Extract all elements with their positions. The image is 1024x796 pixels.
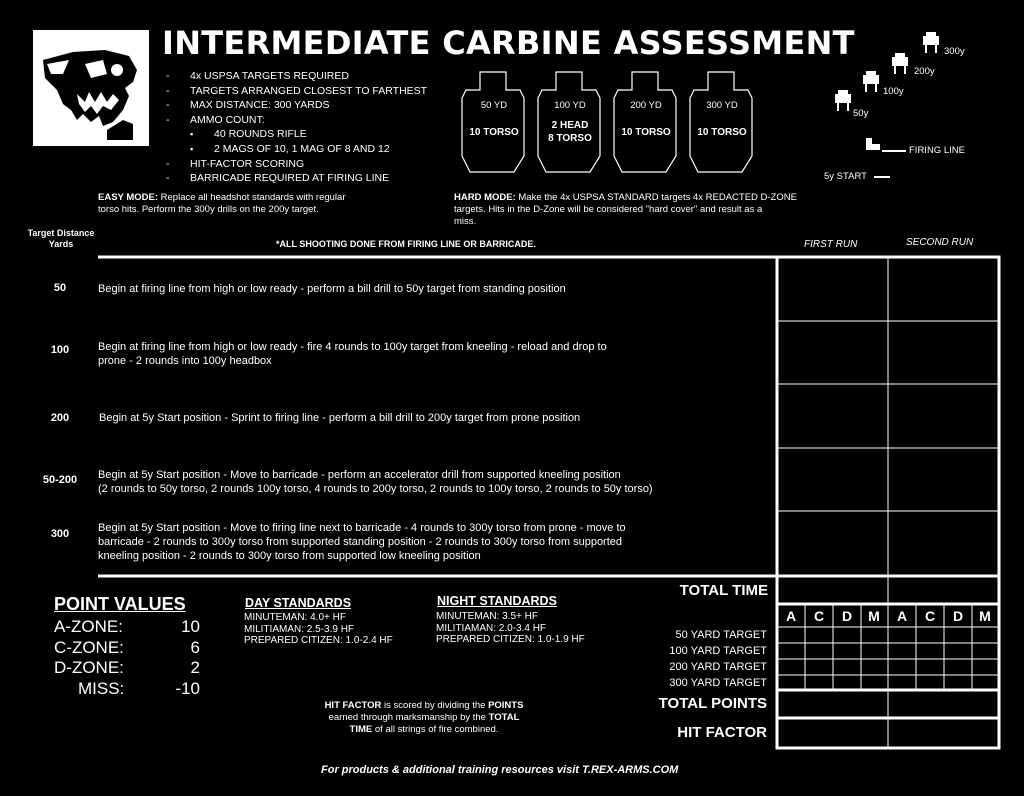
- target-hits: 10 TORSO: [621, 127, 671, 138]
- target-distance: 200 YD: [630, 100, 662, 111]
- target-hits: 2 HEAD 8 TORSO: [548, 120, 592, 144]
- drill-description: Begin at firing line from high or low ready - perform a bill drill to 50y target from standing position: [98, 283, 566, 295]
- range-label-100: 100y: [883, 86, 904, 97]
- zone-value: 2: [190, 658, 200, 677]
- drill-description: Begin at 5y Start position - Move to firing line next to barricade - 4 rounds to 300y torso from prone - move to barricade - 2 rounds to 300y torso from supported standing position - 2 rounds to 300y torso from supported kneeling position - 2 rounds to 300y torso from supported low kneeling position: [98, 522, 626, 562]
- zone-value: 6: [190, 637, 200, 657]
- row-distance: 50: [53, 282, 67, 294]
- zone-header-d: D: [952, 608, 964, 624]
- target-distance: 300 YD: [706, 100, 738, 111]
- target-row-label: 50 YARD TARGET: [675, 629, 767, 641]
- zone-header-d: D: [841, 608, 853, 624]
- start-label: 5y START: [824, 171, 867, 182]
- requirement-subitem: ▪ 2 MAGS OF 10, 1 MAG OF 8 AND 12: [166, 142, 427, 157]
- row-distance: 200: [50, 412, 70, 424]
- shooting-note: *ALL SHOOTING DONE FROM FIRING LINE OR BARRICADE.: [276, 239, 536, 249]
- target-row-label: 300 YARD TARGET: [669, 677, 767, 689]
- requirement-item: - 4x USPSA TARGETS REQUIRED: [166, 69, 427, 84]
- point-values-list: [54, 617, 200, 699]
- hard-mode-text: Make the 4x USPSA STANDARD targets 4x REDACTED D-ZONE: [515, 192, 797, 203]
- page-title: INTERMEDIATE CARBINE ASSESSMENT: [162, 24, 855, 62]
- zone-value: 10: [181, 617, 200, 636]
- zone-header-c: C: [813, 608, 825, 624]
- zone-header-a: A: [896, 608, 908, 624]
- requirement-item: - MAX DISTANCE: 300 YARDS: [166, 98, 427, 113]
- range-label-300: 300y: [944, 46, 965, 57]
- day-standards-list: MINUTEMAN: 4.0+ HF MILITIAMAN: 2.5-3.9 HF PREPARED CITIZEN: 1.0-2.4 HF: [244, 612, 393, 646]
- zone-value: -10: [175, 678, 200, 698]
- point-values-heading: POINT VALUES: [54, 594, 186, 614]
- distance-column-header: Target Distance Yards: [27, 228, 95, 249]
- row-distance: 50-200: [42, 474, 78, 486]
- range-label-50: 50y: [853, 108, 869, 119]
- requirement-item: - AMMO COUNT:: [166, 113, 427, 128]
- total-time-label: TOTAL TIME: [679, 582, 768, 599]
- hard-mode-text: targets. Hits in the D-Zone will be considered "hard cover" and result as a: [454, 204, 763, 215]
- zone-header-a: A: [785, 608, 797, 624]
- requirement-item: - HIT-FACTOR SCORING: [166, 157, 427, 172]
- footer: [321, 764, 678, 776]
- zone-name: C-ZONE:: [54, 637, 124, 657]
- hit-factor-label: HIT FACTOR: [677, 724, 767, 741]
- easy-mode-text: Replace all headshot standards with regular: [158, 192, 346, 203]
- zone-header-m: M: [868, 608, 880, 624]
- easy-mode-label: EASY MODE:: [98, 192, 159, 203]
- zone-name: A-ZONE:: [54, 617, 123, 636]
- zone-name: D-ZONE:: [54, 658, 124, 677]
- hard-mode-label: HARD MODE:: [454, 192, 516, 203]
- footer-text: For products & additional training resources visit: [321, 764, 582, 776]
- row-distance: 300: [50, 528, 70, 540]
- range-label-200: 200y: [914, 66, 935, 77]
- total-points-label: TOTAL POINTS: [658, 695, 767, 712]
- target-row-label: 100 YARD TARGET: [669, 645, 767, 657]
- day-standards-heading: DAY STANDARDS: [245, 596, 352, 610]
- zone-header-c: C: [924, 608, 936, 624]
- hit-factor-note: HIT FACTOR is scored by dividing the POINTS earned through marksmanship by the TOTAL TIME of all strings of fire combined.: [324, 700, 524, 735]
- night-standards-heading: NIGHT STANDARDS: [437, 594, 557, 608]
- drill-description: Begin at 5y Start position - Move to barricade - perform an accelerator drill from supported kneeling position (2 rounds to 50y torso, 2 rounds 100y torso, 4 rounds to 200y torso, 2 rounds to 100y torso, 2 rounds to 50y torso): [98, 469, 653, 495]
- row-distance: 100: [50, 344, 70, 356]
- night-standards-list: MINUTEMAN: 3.5+ HF MILITIAMAN: 2.0-3.4 HF PREPARED CITIZEN: 1.0-1.9 HF: [436, 611, 585, 645]
- requirement-item: - BARRICADE REQUIRED AT FIRING LINE: [166, 171, 427, 186]
- easy-mode-text: torso hits. Perform the 300y drills on the 200y target.: [98, 204, 319, 215]
- first-run-header: FIRST RUN: [804, 239, 858, 250]
- firing-line-label: FIRING LINE: [909, 145, 965, 156]
- requirement-subitem: ▪ 40 ROUNDS RIFLE: [166, 127, 427, 142]
- target-hits: 10 TORSO: [469, 127, 519, 138]
- hard-mode-text: miss.: [454, 216, 477, 227]
- zone-name: MISS:: [78, 678, 125, 698]
- second-run-header: SECOND RUN: [906, 237, 974, 248]
- target-hits: 10 TORSO: [697, 127, 747, 138]
- target-row-label: 200 YARD TARGET: [669, 661, 767, 673]
- zone-header-m: M: [979, 608, 991, 624]
- target-distance: 50 YD: [480, 100, 508, 111]
- drill-description: Begin at firing line from high or low ready - fire 4 rounds to 100y target from kneeling - reload and drop to prone - 2 rounds into 100y headbox: [98, 341, 607, 367]
- requirement-item: - TARGETS ARRANGED CLOSEST TO FARTHEST: [166, 84, 427, 99]
- footer-link[interactable]: T.REX-ARMS.COM: [582, 764, 679, 776]
- drill-description: Begin at 5y Start position - Sprint to firing line - perform a bill drill to 200y target from prone position: [99, 412, 581, 424]
- target-distance: 100 YD: [554, 100, 586, 111]
